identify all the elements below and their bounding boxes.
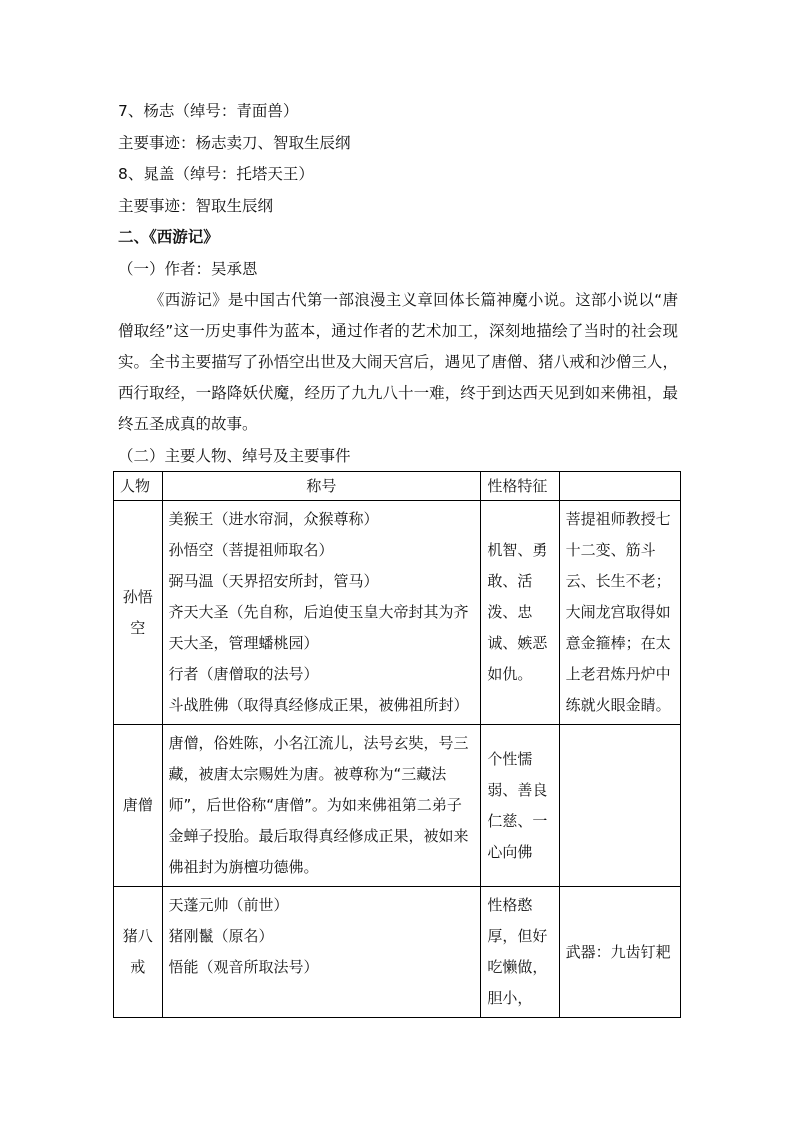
cell-notes: 菩提祖师教授七十二变、筋斗云、长生不老；大闹龙宫取得如意金箍棒；在太上老君炼丹炉中练就火眼金睛。 xyxy=(559,501,680,725)
title-entry: 天蓬元帅（前世） xyxy=(168,896,289,914)
table-row xyxy=(114,887,681,1018)
title-entry: 猪刚鬣（原名） xyxy=(168,927,274,945)
cell-traits: 个性懦弱、善良仁慈、一心向佛 xyxy=(481,725,559,887)
text-line-chaogai-deeds: 主要事迹：智取生辰纲 xyxy=(118,197,274,215)
cell-traits: 性格憨厚，但好吃懒做，胆小， xyxy=(481,887,559,1018)
cell-notes: 武器：九齿钉耙 xyxy=(559,887,680,1018)
characters-table xyxy=(113,471,681,1018)
intro-paragraph: 《西游记》是中国古代第一部浪漫主义章回体长篇神魔小说。这部小说以“唐僧取经”这一历史事件为蓝本，通过作者的艺术加工，深刻地描绘了当时的社会现实。全书主要描写了孙悟空出世及大闹天宫后，遇见了唐僧、猪八戒和沙僧三人，西行取经，一路降妖伏魔，经历了九九八十一难，终于到达西天见到如来佛祖，最终五圣成真的故事。 xyxy=(118,291,678,433)
title-entry: 美猴王（进水帘洞，众猴尊称） xyxy=(168,510,379,528)
text-line-chaogai: 8、晁盖（绰号：托塔天王） xyxy=(118,165,314,183)
text-line-yangzhi-deeds: 主要事迹：杨志卖刀、智取生辰纲 xyxy=(118,134,351,152)
cell-traits: 机智、勇敢、活泼、忠诚、嫉恶如仇。 xyxy=(481,501,559,725)
header-person: 人物 xyxy=(114,472,163,501)
cell-person: 猪八戒 xyxy=(114,887,163,1018)
title-entry: 孙悟空（菩提祖师取名） xyxy=(168,541,334,559)
cell-titles xyxy=(162,725,481,887)
text-line-yangzhi: 7、杨志（绰号：青面兽） xyxy=(118,102,299,120)
header-titles: 称号 xyxy=(162,472,481,501)
header-traits: 性格特征 xyxy=(481,472,559,501)
cell-titles xyxy=(162,501,481,725)
cell-person: 孙悟空 xyxy=(114,501,163,725)
header-notes xyxy=(559,472,680,501)
author-line: （一）作者：吴承恩 xyxy=(118,260,258,278)
title-entry: 弼马温（天界招安所封，管马） xyxy=(168,572,379,590)
title-entry: 行者（唐僧取的法号） xyxy=(168,665,319,683)
cell-titles xyxy=(162,887,481,1018)
cell-person: 唐僧 xyxy=(114,725,163,887)
section-heading: 二、《西游记》 xyxy=(118,228,219,246)
title-entry: 唐僧，俗姓陈，小名江流儿，法号玄奘，号三藏，被唐太宗赐姓为唐。被尊称为“三藏法师”，后世俗称“唐僧”。为如来佛祖第二弟子金蝉子投胎。最后取得真经修成正果，被如来佛祖封为旃檀功德佛。 xyxy=(168,734,469,876)
table-row xyxy=(114,725,681,887)
table-row xyxy=(114,501,681,725)
cell-notes xyxy=(559,725,680,887)
title-entry: 齐天大圣（先自称，后迫使玉皇大帝封其为齐天大圣，管理蟠桃园） xyxy=(168,603,469,652)
title-entry: 悟能（观音所取法号） xyxy=(168,958,319,976)
table-header-row xyxy=(114,472,681,501)
table-caption: （二）主要人物、绰号及主要事件 xyxy=(118,447,351,465)
title-entry: 斗战胜佛（取得真经修成正果，被佛祖所封） xyxy=(168,696,469,714)
